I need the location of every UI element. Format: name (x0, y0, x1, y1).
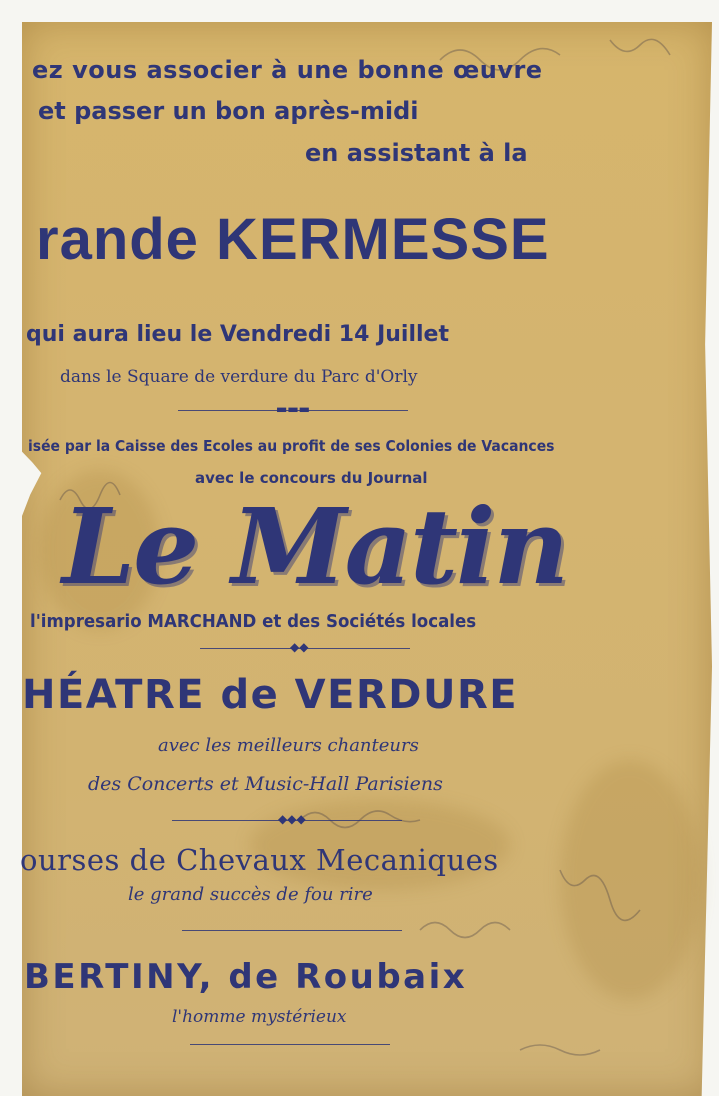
intro-line-3: en assistant à la (305, 139, 528, 167)
intro-line-1: ez vous associer à une bonne œuvre (32, 56, 543, 84)
impresario-line: l'impresario MARCHAND et des Sociétés locales (30, 612, 477, 632)
divider-rule (182, 930, 402, 931)
divider-ornament: ◆◆◆ (278, 812, 306, 826)
organizer-line: isée par la Caisse des Ecoles au profit de ses Colonies de Vacances (28, 437, 555, 455)
theatre-heading: HÉATRE de VERDURE (22, 672, 519, 718)
concerts-line: des Concerts et Music-Hall Parisiens (88, 773, 443, 795)
intro-line-2: et passer un bon après-midi (38, 97, 419, 125)
concours-line: avec le concours du Journal (195, 469, 428, 487)
divider-rule (190, 1044, 390, 1045)
kermesse-title: rande KERMESSE (36, 207, 550, 272)
bertiny-heading: BERTINY, de Roubaix (24, 957, 468, 997)
event-venue: dans le Square de verdure du Parc d'Orly (60, 367, 418, 387)
divider-ornament: ◆◆ (290, 640, 309, 654)
event-date: qui aura lieu le Vendredi 14 Juillet (26, 322, 449, 347)
singers-line: avec les meilleurs chanteurs (158, 735, 419, 756)
courses-heading: ourses de Chevaux Mecaniques (20, 843, 499, 877)
divider-ornament: ▬▬▬ (276, 402, 311, 416)
mysterieux-line: l'homme mystérieux (172, 1007, 347, 1027)
fou-rire-line: le grand succès de fou rire (128, 884, 373, 905)
journal-logo: Le Matin (62, 485, 568, 608)
